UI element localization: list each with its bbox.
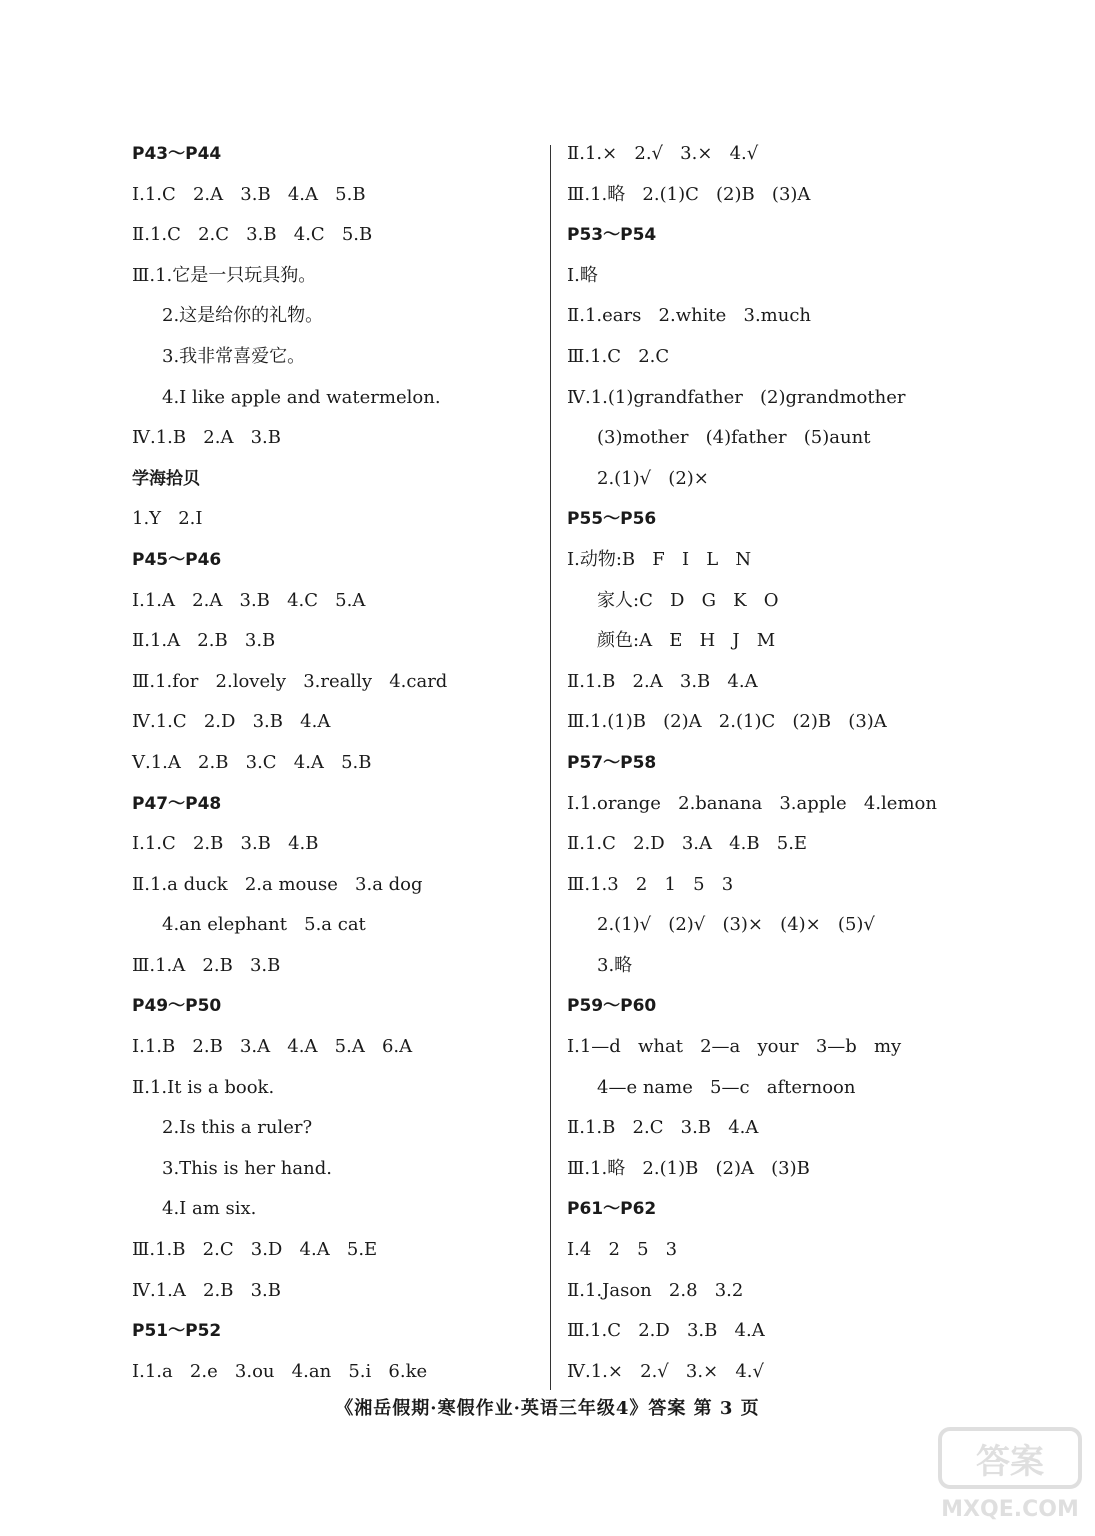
answer-line: Ⅳ.1.B 2.A 3.B <box>132 427 282 449</box>
answer-line: Ⅰ.4 2 5 3 <box>567 1239 678 1261</box>
answer-line: Ⅱ.1.× 2.√ 3.× 4.√ <box>567 143 759 164</box>
section-heading: P53～P54 <box>567 225 657 246</box>
answer-line: Ⅱ.1.ears 2.white 3.much <box>567 305 812 327</box>
answer-line: Ⅲ.1.(1)B (2)A 2.(1)C (2)B (3)A <box>567 711 887 733</box>
answer-line: (3)mother (4)father (5)aunt <box>597 427 871 449</box>
answer-line: Ⅳ.1.C 2.D 3.B 4.A <box>132 711 331 733</box>
answer-line: Ⅲ.1.A 2.B 3.B <box>132 954 281 976</box>
watermark-text: MXQE.COM <box>941 1497 1079 1522</box>
answer-line: Ⅰ.1.C 2.A 3.B 4.A 5.B <box>132 183 366 205</box>
answer-line: 2.(1)√ (2)√ (3)× (4)× (5)√ <box>597 914 875 936</box>
answer-line: Ⅰ.1—d what 2—a your 3—b my <box>567 1036 902 1058</box>
section-heading: P59～P60 <box>567 996 657 1017</box>
answer-line: Ⅲ.1.它是一只玩具狗。 <box>132 264 317 286</box>
answer-line: Ⅲ.1.for 2.lovely 3.really 4.card <box>132 670 448 692</box>
answer-line: 3.略 <box>597 954 633 976</box>
answer-line: Ⅰ.1.a 2.e 3.ou 4.an 5.i 6.ke <box>132 1360 428 1382</box>
section-heading: P49～P50 <box>132 996 222 1017</box>
answer-line: 3.我非常喜爱它。 <box>162 345 306 367</box>
section-heading: P47～P48 <box>132 793 222 814</box>
answer-line: Ⅱ.1.B 2.C 3.B 4.A <box>567 1117 759 1139</box>
answer-line: Ⅲ.1.B 2.C 3.D 4.A 5.E <box>132 1239 378 1261</box>
section-heading: P61～P62 <box>567 1199 657 1220</box>
section-heading: P51～P52 <box>132 1321 222 1342</box>
answer-line: Ⅱ.1.a duck 2.a mouse 3.a dog <box>132 873 423 895</box>
answer-line: Ⅱ.1.B 2.A 3.B 4.A <box>567 670 758 692</box>
section-heading: P55～P56 <box>567 509 657 530</box>
answer-line: Ⅱ.1.It is a book. <box>132 1076 275 1098</box>
right-column <box>567 134 987 1392</box>
answer-line: Ⅱ.1.C 2.D 3.A 4.B 5.E <box>567 833 808 855</box>
answer-line: Ⅱ.1.Jason 2.8 3.2 <box>567 1279 744 1301</box>
answer-line: Ⅰ.1.C 2.B 3.B 4.B <box>132 833 319 855</box>
section-heading: P57～P58 <box>567 752 657 773</box>
answer-line: Ⅳ.1.(1)grandfather (2)grandmother <box>567 386 906 408</box>
answer-line: Ⅱ.1.C 2.C 3.B 4.C 5.B <box>132 224 373 246</box>
answer-line: 2.这是给你的礼物。 <box>162 305 324 327</box>
answer-line: 4.I am six. <box>162 1198 257 1220</box>
answer-line: Ⅰ.略 <box>567 264 598 286</box>
answer-line: Ⅲ.1.略 2.(1)C (2)B (3)A <box>567 183 811 205</box>
section-heading: P45～P46 <box>132 549 222 570</box>
answer-line: 4.an elephant 5.a cat <box>162 914 366 936</box>
answer-line: Ⅰ.1.A 2.A 3.B 4.C 5.A <box>132 589 366 611</box>
answer-line: Ⅲ.1.C 2.C <box>567 345 670 367</box>
answer-line: 1.Y 2.I <box>132 508 203 530</box>
answer-line: Ⅰ.1.orange 2.banana 3.apple 4.lemon <box>567 792 937 814</box>
answer-line: 家人:C D G K O <box>597 589 779 611</box>
section-heading: P43～P44 <box>132 144 222 164</box>
answer-line: Ⅳ.1.× 2.√ 3.× 4.√ <box>567 1360 764 1382</box>
answer-line: 4—e name 5—c afternoon <box>597 1076 856 1098</box>
section-heading: 学海拾贝 <box>132 468 200 489</box>
page-footer: 《湘岳假期·寒假作业·英语三年级4》答案 第 3 页 <box>335 1398 760 1419</box>
answer-line: Ⅴ.1.A 2.B 3.C 4.A 5.B <box>132 751 372 773</box>
answer-line: Ⅰ.1.B 2.B 3.A 4.A 5.A 6.A <box>132 1036 413 1058</box>
answer-logo-icon <box>935 1421 1085 1526</box>
column-divider <box>550 145 551 1390</box>
answer-line: 2.(1)√ (2)× <box>597 467 709 489</box>
answer-line: 4.I like apple and watermelon. <box>162 386 441 408</box>
answer-line: Ⅲ.1.略 2.(1)B (2)A (3)B <box>567 1157 810 1179</box>
svg-text:答案: 答案 <box>976 1442 1044 1482</box>
left-column <box>132 134 532 1392</box>
answer-line: 2.Is this a ruler? <box>162 1117 313 1139</box>
answer-line: Ⅲ.1.3 2 1 5 3 <box>567 873 734 895</box>
answer-line: Ⅲ.1.C 2.D 3.B 4.A <box>567 1320 765 1342</box>
answer-line: Ⅰ.动物:B F I L N <box>567 548 752 570</box>
answer-line: Ⅱ.1.A 2.B 3.B <box>132 630 276 652</box>
answer-line: 3.This is her hand. <box>162 1157 332 1179</box>
answer-line: 颜色:A E H J M <box>597 630 776 652</box>
answer-line: Ⅳ.1.A 2.B 3.B <box>132 1279 282 1301</box>
